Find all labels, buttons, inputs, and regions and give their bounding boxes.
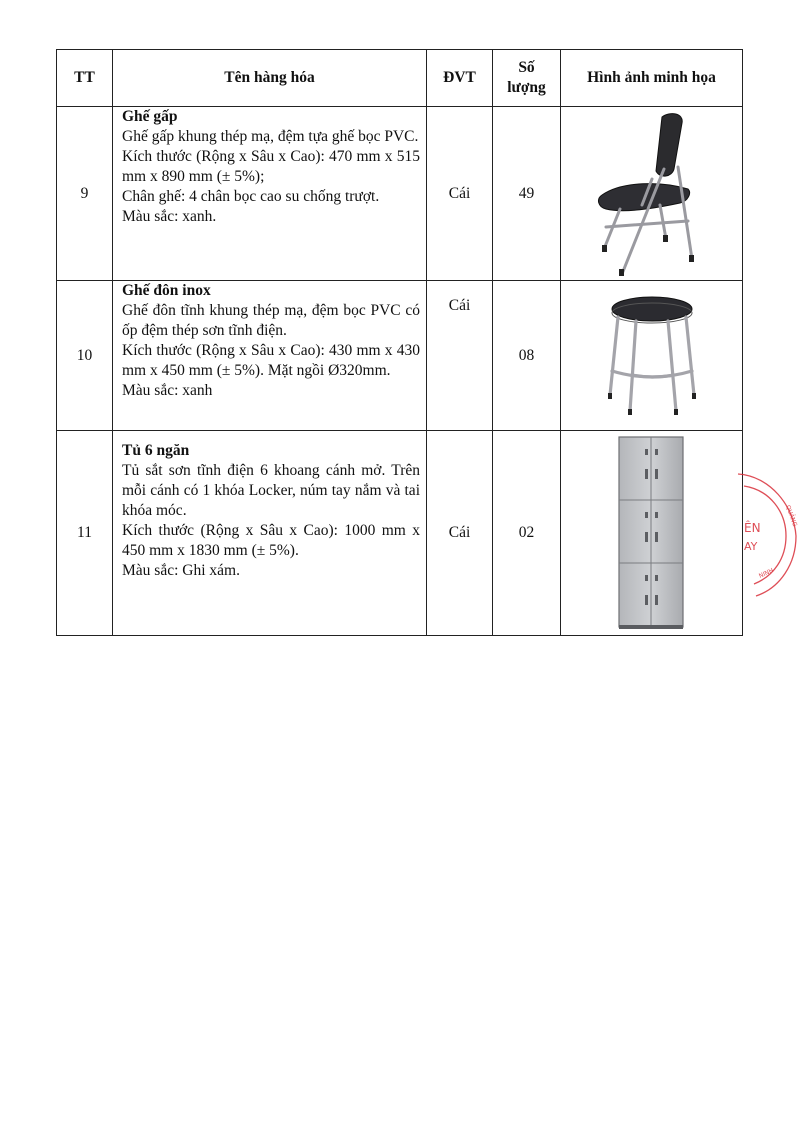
stamp-fragment-2: AY: [744, 540, 758, 553]
header-qty: [493, 50, 561, 107]
table-row: [57, 431, 743, 636]
row-unit: Cái: [427, 431, 493, 636]
item-title: Ghế gấp: [122, 108, 178, 125]
item-desc-line: Màu sắc: xanh: [122, 382, 213, 399]
item-desc-line: Kích thước (Rộng x Sâu x Cao): 430 mm x 430 mm x 450 mm (± 5%). Mặt ngồi Ø320mm.: [122, 342, 420, 379]
goods-table: [56, 49, 743, 636]
stool-icon: [602, 291, 702, 421]
row-image: [561, 281, 743, 431]
row-image: [561, 431, 743, 636]
header-tt: TT: [57, 50, 113, 107]
row-unit: Cái: [427, 281, 493, 431]
item-desc-line: Ghế đôn tĩnh khung thép mạ, đệm bọc PVC có ốp đệm thép sơn tĩnh điện.: [122, 302, 420, 339]
item-title: Tủ 6 ngăn: [122, 442, 190, 459]
row-name: [113, 281, 427, 431]
stamp-fragment-4: NINH: [757, 567, 775, 580]
header-qty-line2: lượng: [507, 79, 546, 96]
row-name: [113, 431, 427, 636]
header-name: Tên hàng hóa: [113, 50, 427, 107]
row-image: [561, 107, 743, 281]
header-qty-line1: Số: [518, 59, 535, 76]
stamp-fragment-3: QUẢNG: [784, 504, 799, 528]
official-seal-stamp: [730, 466, 800, 601]
item-desc-line: Kích thước (Rộng x Sâu x Cao): 470 mm x 515 mm x 890 mm (± 5%);: [122, 148, 420, 185]
stamp-fragment-1: ÊN: [744, 521, 761, 535]
item-desc-line: Kích thước (Rộng x Sâu x Cao): 1000 mm x 450 mm x 1830 mm (± 5%).: [122, 522, 420, 559]
header-image: Hình ảnh minh họa: [561, 50, 743, 107]
locker-cabinet-icon: [617, 435, 687, 631]
row-name: [113, 107, 427, 281]
row-qty: 02: [493, 431, 561, 636]
row-tt: 9: [57, 107, 113, 281]
item-desc-line: Màu sắc: xanh.: [122, 208, 217, 225]
item-desc-line: Màu sắc: Ghi xám.: [122, 562, 240, 579]
item-title: Ghế đôn inox: [122, 282, 211, 299]
row-tt: 10: [57, 281, 113, 431]
item-desc-line: Ghế gấp khung thép mạ, đệm tựa ghế bọc PVC.: [122, 128, 419, 145]
row-qty: 08: [493, 281, 561, 431]
item-desc-line: Tủ sắt sơn tĩnh điện 6 khoang cánh mở. Trên mỗi cánh có 1 khóa Locker, núm tay nắm và tai khóa móc.: [122, 462, 420, 519]
table-header-row: [57, 50, 743, 107]
table-row: [57, 107, 743, 281]
row-unit: Cái: [427, 107, 493, 281]
table-row: [57, 281, 743, 431]
header-unit: ĐVT: [427, 50, 493, 107]
folding-chair-icon: [592, 109, 712, 279]
item-desc-line: Chân ghế: 4 chân bọc cao su chống trượt.: [122, 188, 380, 205]
row-tt: 11: [57, 431, 113, 636]
row-qty: 49: [493, 107, 561, 281]
